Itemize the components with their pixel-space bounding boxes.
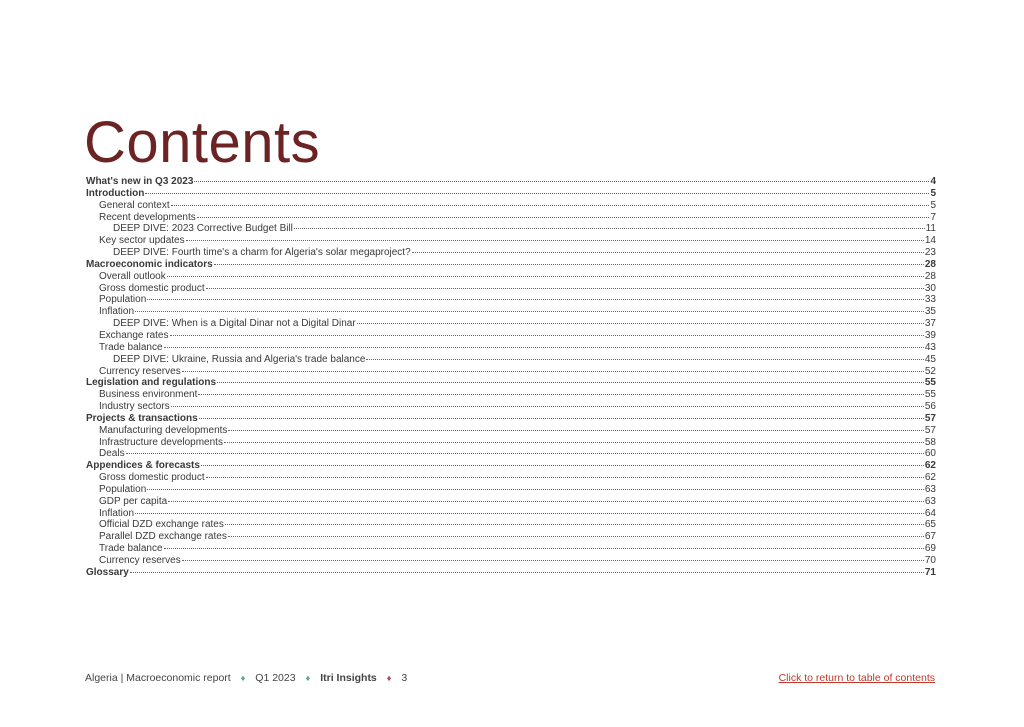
toc-entry[interactable] — [86, 176, 936, 188]
toc-entry-label: Key sector updates — [99, 235, 185, 247]
toc-dot-leader — [135, 311, 924, 312]
toc-entry-page-number: 35 — [924, 306, 936, 318]
toc-entry-page-number: 62 — [924, 460, 936, 472]
toc-dot-leader — [225, 524, 924, 525]
footer-brand: Itri Insights — [320, 672, 377, 684]
toc-dot-leader — [147, 299, 924, 300]
toc-entry-page-number: 45 — [924, 353, 936, 365]
toc-entry-page-number: 5 — [930, 199, 936, 211]
toc-entry-page-number: 70 — [924, 555, 936, 566]
toc-dot-leader — [199, 418, 924, 419]
toc-entry-label: Inflation — [99, 306, 135, 318]
toc-entry-page-number: 65 — [924, 519, 936, 531]
toc-entry[interactable] — [86, 543, 936, 555]
toc-entry-page-number: 57 — [924, 412, 936, 424]
toc-entry-label: Glossary — [86, 566, 129, 578]
toc-dot-leader — [164, 347, 924, 348]
toc-entry-label: Industry sectors — [99, 401, 170, 413]
toc-entry[interactable] — [86, 496, 936, 508]
toc-entry-page-number: 63 — [924, 483, 936, 495]
toc-entry-label: Legislation and regulations — [86, 377, 217, 389]
toc-entry-label: Gross domestic product — [99, 472, 205, 484]
toc-entry-label: Population — [99, 483, 147, 495]
toc-entry[interactable] — [86, 401, 936, 413]
toc-entry-label: Gross domestic product — [99, 282, 205, 294]
toc-dot-leader — [206, 477, 924, 478]
toc-dot-leader — [147, 489, 924, 490]
toc-entry-page-number: 69 — [924, 543, 936, 555]
toc-entry[interactable] — [86, 247, 936, 259]
toc-entry-label: Overall outlook — [99, 270, 166, 282]
toc-entry-label: Infrastructure developments — [99, 436, 223, 448]
table-of-contents — [86, 176, 936, 579]
toc-entry[interactable] — [86, 567, 936, 579]
toc-entry[interactable] — [86, 519, 936, 531]
toc-entry-label: Official DZD exchange rates — [99, 519, 224, 531]
toc-entry[interactable] — [86, 472, 936, 484]
toc-dot-leader — [164, 548, 924, 549]
toc-entry-label: DEEP DIVE: Fourth time's a charm for Algeria's solar megaproject? — [113, 247, 411, 259]
toc-entry-label: Trade balance — [99, 543, 163, 555]
toc-entry-label: Parallel DZD exchange rates — [99, 531, 227, 543]
toc-entry-label: Currency reserves — [99, 365, 181, 377]
toc-entry-label: Population — [99, 294, 147, 306]
toc-entry-label: Inflation — [99, 507, 135, 519]
toc-entry-page-number: 56 — [924, 401, 936, 413]
toc-entry-label: DEEP DIVE: When is a Digital Dinar not a Digital Dinar — [113, 318, 356, 330]
toc-dot-leader — [182, 560, 924, 561]
toc-entry-page-number: 30 — [924, 282, 936, 294]
toc-dot-leader — [130, 572, 924, 573]
toc-entry-label: DEEP DIVE: Ukraine, Russia and Algeria's trade balance — [113, 353, 366, 365]
toc-entry-label: Manufacturing developments — [99, 424, 228, 436]
toc-entry[interactable] — [86, 330, 936, 342]
return-to-contents-link[interactable]: Click to return to table of contents — [778, 672, 935, 684]
toc-entry-label: Deals — [99, 448, 125, 460]
toc-dot-leader — [201, 465, 924, 466]
toc-dot-leader — [357, 323, 924, 324]
toc-entry-page-number: 62 — [924, 472, 936, 484]
toc-entry[interactable] — [86, 294, 936, 306]
toc-dot-leader — [206, 288, 924, 289]
toc-entry-page-number: 4 — [930, 176, 936, 187]
toc-dot-leader — [171, 406, 924, 407]
toc-entry-page-number: 5 — [930, 187, 936, 199]
footer-report-name: Algeria | Macroeconomic report — [85, 672, 231, 684]
toc-entry-label: GDP per capita — [99, 495, 168, 507]
toc-entry[interactable] — [86, 437, 936, 449]
toc-dot-leader — [366, 359, 923, 360]
toc-dot-leader — [126, 453, 924, 454]
toc-dot-leader — [135, 513, 924, 514]
toc-entry-page-number: 28 — [924, 258, 936, 270]
toc-entry[interactable] — [86, 235, 936, 247]
page-footer — [85, 672, 935, 684]
footer-quarter: Q1 2023 — [255, 672, 296, 684]
toc-entry[interactable] — [86, 425, 936, 437]
toc-entry[interactable] — [86, 531, 936, 543]
toc-dot-leader — [294, 228, 925, 229]
toc-entry[interactable] — [86, 200, 936, 212]
toc-entry[interactable] — [86, 342, 936, 354]
toc-dot-leader — [194, 181, 929, 182]
toc-entry-label: DEEP DIVE: 2023 Corrective Budget Bill — [113, 223, 293, 235]
toc-entry[interactable] — [86, 366, 936, 378]
toc-entry[interactable] — [86, 460, 936, 472]
toc-entry-page-number: 60 — [924, 448, 936, 460]
diamond-icon: ♦ — [386, 673, 392, 683]
toc-entry-label: Projects & transactions — [86, 412, 198, 424]
toc-entry-page-number: 28 — [924, 270, 936, 282]
toc-entry[interactable] — [86, 377, 936, 389]
toc-entry-page-number: 11 — [925, 223, 936, 235]
toc-entry-label: General context — [99, 199, 170, 211]
toc-entry[interactable] — [86, 306, 936, 318]
toc-entry[interactable] — [86, 212, 936, 224]
page-title: Contents — [84, 110, 321, 175]
toc-dot-leader — [171, 205, 930, 206]
toc-entry-page-number: 23 — [924, 247, 936, 259]
toc-dot-leader — [182, 371, 924, 372]
toc-entry[interactable] — [86, 389, 936, 401]
toc-entry[interactable] — [86, 508, 936, 520]
toc-dot-leader — [224, 442, 924, 443]
toc-entry[interactable] — [86, 223, 936, 235]
toc-entry-label: Exchange rates — [99, 329, 169, 341]
toc-entry-page-number: 64 — [924, 507, 936, 519]
toc-dot-leader — [170, 335, 924, 336]
toc-entry-label: Recent developments — [99, 211, 196, 223]
toc-entry[interactable] — [86, 259, 936, 271]
toc-entry-page-number: 7 — [930, 211, 936, 223]
toc-entry-page-number: 52 — [924, 365, 936, 377]
diamond-icon: ♦ — [240, 673, 246, 683]
toc-dot-leader — [145, 193, 929, 194]
toc-entry-page-number: 63 — [924, 495, 936, 507]
toc-entry[interactable] — [86, 271, 936, 283]
toc-dot-leader — [214, 264, 924, 265]
toc-entry-label: Appendices & forecasts — [86, 460, 200, 472]
toc-entry-page-number: 39 — [924, 329, 936, 341]
toc-dot-leader — [412, 252, 924, 253]
toc-entry[interactable] — [86, 318, 936, 330]
toc-entry-page-number: 57 — [924, 424, 936, 436]
toc-dot-leader — [228, 430, 923, 431]
toc-entry-label: Macroeconomic indicators — [86, 258, 213, 270]
toc-entry[interactable] — [86, 283, 936, 295]
toc-entry-page-number: 55 — [924, 389, 936, 401]
toc-entry[interactable] — [86, 188, 936, 200]
footer-page-number: 3 — [401, 672, 408, 684]
toc-entry-page-number: 55 — [924, 377, 936, 389]
toc-dot-leader — [198, 394, 923, 395]
diamond-icon: ♦ — [305, 673, 311, 683]
toc-dot-leader — [167, 276, 924, 277]
toc-entry-page-number: 67 — [924, 531, 936, 543]
toc-entry[interactable] — [86, 484, 936, 496]
toc-entry-label: Currency reserves — [99, 555, 181, 566]
toc-entry-page-number: 58 — [924, 436, 936, 448]
toc-entry-label: What's new in Q3 2023 — [86, 176, 194, 187]
toc-dot-leader — [168, 501, 924, 502]
toc-entry[interactable] — [86, 354, 936, 366]
toc-entry-label: Business environment — [99, 389, 198, 401]
toc-entry[interactable] — [86, 448, 936, 460]
toc-dot-leader — [197, 217, 930, 218]
toc-dot-leader — [217, 382, 924, 383]
toc-entry-page-number: 37 — [924, 318, 936, 330]
toc-entry[interactable] — [86, 555, 936, 567]
toc-entry-label: Introduction — [86, 187, 145, 199]
toc-entry[interactable] — [86, 413, 936, 425]
toc-entry-label: Trade balance — [99, 341, 163, 353]
toc-entry-page-number: 71 — [924, 566, 936, 578]
toc-dot-leader — [228, 536, 924, 537]
toc-entry-page-number: 33 — [924, 294, 936, 306]
toc-entry-page-number: 43 — [924, 341, 936, 353]
toc-entry-page-number: 14 — [924, 235, 936, 247]
toc-dot-leader — [186, 240, 924, 241]
